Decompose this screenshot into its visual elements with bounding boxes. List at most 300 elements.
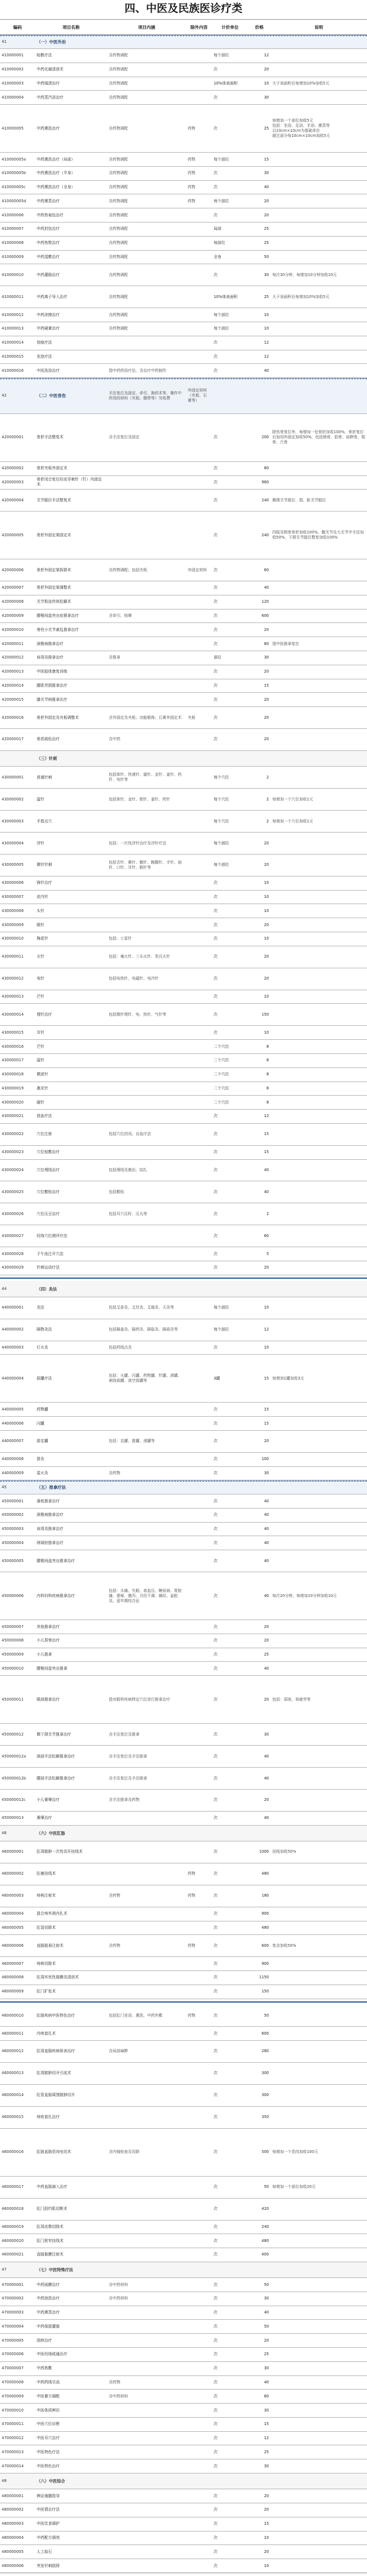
item-unit: 二个穴位 (214, 1085, 229, 1091)
section-row (0, 2473, 367, 2489)
table-row (0, 1812, 367, 1826)
item-connotation: 含药物 (109, 1943, 121, 1948)
column-header-note: 说明 (314, 24, 324, 30)
item-code: 460000014 (2, 2093, 24, 2098)
column-header-price: 价格 (255, 24, 264, 30)
item-code: 450000012a (2, 1754, 26, 1759)
item-code: 48 (2, 2479, 7, 2484)
item-code: 480000005 (2, 2549, 24, 2554)
table-row (0, 623, 367, 637)
item-exclusion: 药物 (188, 198, 196, 203)
item-unit: 次 (214, 368, 218, 373)
table-row (0, 1971, 367, 1985)
item-unit: 次 (214, 976, 218, 981)
item-price: 2 (266, 797, 269, 802)
table-row (0, 2545, 367, 2559)
item-unit: 次 (214, 1816, 218, 1821)
item-price: 30 (264, 655, 269, 660)
item-unit: 次 (214, 1593, 218, 1598)
item-connotation: 含药物调配 (109, 241, 128, 246)
table-row (0, 1417, 367, 1431)
table-row (0, 1146, 367, 1160)
item-price: 20 (264, 1697, 269, 1702)
item-unit: 次 (214, 2549, 218, 2554)
item-unit: 次 (214, 2393, 218, 2399)
item-exclusion: 药物 (188, 1893, 196, 1898)
item-code: 430000019 (2, 1085, 24, 1091)
item-code: 450000011 (2, 1697, 24, 1702)
item-unit: 次 (214, 2150, 218, 2155)
item-price: 10 (264, 994, 269, 999)
section-row (0, 1281, 367, 1297)
item-connotation: 包括药线点灸 (109, 1345, 132, 1350)
item-name: 眼针 (37, 922, 45, 927)
item-code: 470000001 (2, 2282, 24, 2287)
table-row (0, 2517, 367, 2531)
table-row (0, 1537, 367, 1551)
item-code: 460000004 (2, 1911, 24, 1916)
table-row (0, 208, 367, 223)
item-code: 450000006 (2, 1593, 24, 1598)
item-code: 460000021 (2, 2252, 24, 2257)
item-unit: 次 (214, 185, 218, 190)
item-exclusion: 药物 (188, 1871, 196, 1876)
item-price: 100 (262, 1457, 269, 1462)
item-unit: 每个穴位 (214, 797, 229, 802)
item-price: 50 (264, 2185, 269, 2190)
table-row (0, 1431, 367, 1453)
item-code: 450000003 (2, 1527, 24, 1532)
table-row (0, 2306, 367, 2320)
item-unit: 次 (214, 2282, 218, 2287)
item-note: 指中医推拿复位 (272, 641, 299, 646)
table-row (0, 1935, 367, 1957)
item-note: 每增加1罐加收3元 (272, 1376, 304, 1381)
table-row (0, 2489, 367, 2503)
item-name: 肛门扩张术 (37, 1989, 56, 1994)
item-unit: 次 (214, 880, 218, 886)
item-price: 15 (264, 683, 269, 688)
item-connotation: 包括耳穴压籽、压丸等 (109, 1211, 147, 1216)
table-row (0, 2234, 367, 2248)
item-code: 410000015 (2, 354, 24, 359)
section-row (0, 35, 367, 49)
item-unit: 每个部位 (214, 53, 229, 58)
item-unit: 次 (214, 2238, 218, 2243)
item-price: 15 (264, 1376, 269, 1381)
item-unit: 次 (214, 1776, 218, 1781)
item-unit: 每个部位 (214, 312, 229, 317)
item-unit: 3罐 (214, 1376, 220, 1381)
item-code: 480000004 (2, 2535, 24, 2541)
item-code: 450000001 (2, 1498, 24, 1503)
table-row (0, 1724, 367, 1746)
column-header-connotation: 项目内涵 (138, 24, 156, 30)
column-header-code: 编码 (13, 24, 22, 30)
item-code: 440000007 (2, 1439, 24, 1444)
item-price: 20 (264, 67, 269, 72)
item-name: 微针针刺 (37, 862, 52, 867)
item-unit: 次 (214, 272, 218, 277)
item-price: 300 (262, 2093, 269, 2098)
item-code: 430000027 (2, 1233, 24, 1238)
table-row (0, 251, 367, 265)
item-unit: 次 (214, 1911, 218, 1916)
item-connotation: 含牵引、按摩 (109, 613, 132, 619)
item-code: 410000009 (2, 254, 24, 259)
item-code: 410000014 (2, 340, 24, 345)
item-price: 40 (264, 1527, 269, 1532)
item-code: 430000004 (2, 840, 24, 846)
item-code: 470000007 (2, 2366, 24, 2371)
table-row (0, 2063, 367, 2085)
item-name: 中药塌渍治疗 (37, 81, 60, 86)
table-row (0, 322, 367, 336)
item-name: 肛门狭窄挂线术 (37, 2238, 64, 2243)
item-unit: 次 (214, 1558, 218, 1563)
item-price: 40 (264, 368, 269, 373)
item-code: 430000010 (2, 936, 24, 941)
item-name: 中医特色治疗 (37, 2463, 60, 2468)
table-row (0, 2362, 367, 2376)
item-code: 430000026 (2, 1211, 24, 1216)
item-name: 骨折外固定架拆除术 (37, 567, 72, 572)
item-connotation: 含药物调配 (109, 185, 128, 190)
table-row (0, 2177, 367, 2199)
item-code: 470000013 (2, 2449, 24, 2454)
item-code: 420000008 (2, 599, 24, 604)
item-code: 450000010 (2, 1666, 24, 1671)
item-price: 8 (266, 1044, 269, 1049)
table-row (0, 476, 367, 490)
table-row (0, 1247, 367, 1261)
item-name: 温针 (37, 797, 45, 802)
item-code: 410000004 (2, 95, 24, 100)
item-connotation: 含局部麻醉 (109, 2049, 128, 2054)
item-price: 600 (262, 2031, 269, 2036)
item-unit: 次 (214, 2115, 218, 2120)
item-unit: 每部位 (214, 241, 225, 246)
item-unit: 次 (214, 2093, 218, 2098)
item-unit: 次 (214, 67, 218, 72)
item-unit: 次 (214, 715, 218, 720)
table-row (0, 968, 367, 990)
item-code: 480000003 (2, 2521, 24, 2526)
item-price: 10 (264, 895, 269, 900)
item-connotation: 含药物调配 (109, 157, 128, 162)
table-row (0, 2559, 367, 2573)
item-name: 子午流注开穴法 (37, 1251, 64, 1256)
item-name: 脊柱小关节紊乱推拿治疗 (37, 627, 79, 632)
item-unit: 次 (214, 1498, 218, 1503)
item-price: 10 (264, 908, 269, 913)
item-connotation: 含药物调配 (109, 126, 128, 131)
table-row (0, 1160, 367, 1182)
column-header-unit: 计价单位 (221, 24, 239, 30)
item-price: 30 (264, 2408, 269, 2413)
item-connotation: 含药物调配 (109, 53, 128, 58)
section-row (0, 751, 367, 767)
table-row (0, 1004, 367, 1026)
item-price: 10 (264, 1030, 269, 1035)
item-name: 梅花针 (37, 936, 48, 941)
item-code: 470000004 (2, 2324, 24, 2329)
item-code: 460000003 (2, 1893, 24, 1898)
item-name: 腰椎间盘突出推拿 (37, 1666, 68, 1671)
item-name: 腰椎间盘突出推拿治疗 (37, 1558, 75, 1563)
table-row (0, 2404, 367, 2418)
table-row (0, 2503, 367, 2517)
table-row (0, 264, 367, 286)
item-name: 中医洗浴治疗 (37, 368, 60, 373)
item-connotation: 包括：走罐、推罐、滑罐等 (109, 1439, 155, 1444)
item-price: 10 (264, 312, 269, 317)
item-unit: 次 (214, 585, 218, 590)
item-unit: 二个穴位 (214, 1100, 229, 1105)
item-name: 药物罐 (37, 1407, 48, 1412)
item-unit: 每个部位 (214, 1305, 229, 1310)
item-name: 放血疗法 (37, 1114, 52, 1119)
item-note: 颞颌关节脱位、指、趾关节脱位 (272, 497, 326, 502)
item-unit: 二个穴位 (214, 1072, 229, 1077)
item-unit: 每个部位 (214, 326, 229, 331)
item-unit: 次 (214, 2493, 218, 2498)
table-row (0, 2334, 367, 2348)
table-row (0, 223, 367, 237)
item-connotation: 包括：七星针 (109, 936, 132, 941)
item-code: 420000013 (2, 669, 24, 674)
item-code: 470000009 (2, 2393, 24, 2399)
table-row (0, 595, 367, 609)
item-name: 混合痔外剥内扎术 (37, 1911, 68, 1916)
item-code: 460000017 (2, 2185, 24, 2190)
item-code: 430000023 (2, 1150, 24, 1155)
section-title: （六）中医肛肠 (37, 1830, 65, 1836)
item-code: 420000001 (2, 435, 24, 440)
item-unit: 次 (214, 1638, 218, 1643)
table-row (0, 1040, 367, 1054)
item-unit: 次 (214, 1251, 218, 1256)
item-unit: 次 (214, 435, 218, 440)
table-row (0, 1509, 367, 1523)
table-row (0, 665, 367, 679)
item-connotation: 含药物调配 (109, 254, 128, 259)
item-name: 中药面膜治疗 (37, 2282, 60, 2287)
item-name: 中药保留灌肠 (37, 2324, 60, 2329)
item-name: 浮针 (37, 840, 45, 846)
item-price: 30 (264, 272, 269, 277)
item-price: 25 (264, 2352, 269, 2357)
item-code: 470000002 (2, 2296, 24, 2301)
item-unit: 次 (214, 1345, 218, 1350)
item-code: 460000011 (2, 2031, 24, 2036)
item-code: 430000002 (2, 797, 24, 802)
item-unit: 次 (214, 497, 218, 502)
item-price: 20 (264, 737, 269, 742)
item-unit: 次 (214, 1540, 218, 1545)
item-name: 皮内针 (37, 895, 48, 900)
item-note: 每增加一个部位加收20元 (272, 2185, 316, 2190)
item-price: 200 (262, 435, 269, 440)
item-code: 430000014 (2, 1012, 24, 1017)
item-unit: 次 (214, 1943, 218, 1948)
item-price: 8 (266, 1058, 269, 1063)
table-row (0, 336, 367, 350)
table-row (0, 2027, 367, 2041)
item-price: 15 (264, 2422, 269, 2427)
item-code: 460000020 (2, 2238, 24, 2243)
item-unit: 全身 (214, 254, 222, 259)
item-name: 痔疮套扎治疗 (37, 2115, 60, 2120)
item-unit: 次 (214, 126, 218, 131)
item-connotation: 包括体针、快速针、磁针、金针、姜针、药针、电针等 (109, 772, 182, 782)
item-price: 1150 (259, 1975, 269, 1980)
item-unit: 次 (214, 1030, 218, 1035)
item-code: 460000013 (2, 2071, 24, 2076)
item-unit: 次 (214, 1961, 218, 1966)
item-code: 450000007 (2, 1624, 24, 1629)
item-price: 20 (264, 212, 269, 217)
item-name: 肛瘘挂线术 (37, 1871, 56, 1876)
item-price: 60 (264, 1233, 269, 1238)
item-code: 410000008 (2, 241, 24, 246)
table-row (0, 651, 367, 665)
item-unit: 次 (214, 641, 218, 646)
table-row (0, 511, 367, 559)
table-row (0, 2348, 367, 2362)
item-connotation: 含中药材料 (109, 2393, 128, 2399)
item-name: 颈椎病推拿治疗 (37, 1512, 64, 1518)
item-unit: 次 (214, 1211, 218, 1216)
item-connotation: 含手法复位及固定 (109, 435, 140, 440)
table-row (0, 1297, 367, 1319)
item-name: 隔物灸法 (37, 1327, 52, 1332)
item-unit: 次 (214, 1233, 218, 1238)
item-unit: 次 (214, 1925, 218, 1930)
item-code: 44 (2, 1286, 7, 1291)
item-price: 8 (266, 1085, 269, 1091)
item-unit: 次 (214, 1457, 218, 1462)
item-name: 痔核注射术 (37, 1893, 56, 1898)
item-code: 440000009 (2, 1470, 24, 1475)
item-name: 关节粘连传统松解术 (37, 599, 72, 604)
item-unit: 次 (214, 697, 218, 702)
item-connotation: 含药物调配 (109, 198, 128, 203)
item-price: 40 (264, 1666, 269, 1671)
item-price: 480 (262, 1925, 269, 1930)
item-name: 芒针 (37, 994, 45, 999)
item-name: 中药药线引流 (37, 2379, 60, 2384)
item-price: 25 (264, 294, 269, 299)
item-code: 460000005 (2, 1925, 24, 1930)
item-code: 430000001 (2, 775, 24, 780)
item-unit: 次 (214, 2324, 218, 2329)
item-name: 肛周脓肿一次性切开挂线术 (37, 1849, 83, 1854)
item-unit: 次 (214, 1012, 218, 1017)
item-unit: 次 (214, 2507, 218, 2512)
table-row (0, 2005, 367, 2027)
item-name: 腰部手法松解推拿治疗 (37, 1776, 75, 1781)
table-row (0, 609, 367, 624)
item-unit: 次 (214, 627, 218, 632)
item-code: 430000016 (2, 1044, 24, 1049)
item-code: 440000004 (2, 1376, 24, 1381)
item-code: 42 (2, 393, 7, 398)
table-row (0, 2085, 367, 2107)
item-note: 四肢及锁骨骨折加收100%，髋关节及大关节中手法加收50%，下颌关节脱位整复加收100% (272, 530, 364, 540)
item-name: 中药热敷 (37, 2366, 52, 2371)
item-connotation: 包括舌针、鼻针、腹针、腕踝针、手针、面针、口针、耳针、眼针等 (109, 860, 182, 870)
item-connotation: 含手法复位及推拿 (109, 1732, 140, 1737)
table-row (0, 77, 367, 91)
item-note: 除伤骨复位外，每增加一处骨折加收100%，骨折复位后加用外固定加收50%，包括锁骨、肋骨、肩胛骨、桡骨、尺骨 (272, 430, 365, 445)
table-row (0, 1634, 367, 1648)
item-code: 470000005 (2, 2338, 24, 2343)
item-name: 骨折手法整复术 (37, 435, 64, 440)
item-code: 47 (2, 2267, 7, 2272)
item-price: 40 (264, 1593, 269, 1598)
item-name: 中药灌肠治疗 (37, 272, 60, 277)
item-unit: 次 (214, 1893, 218, 1898)
item-name: 中药熏蒸治疗 (37, 2310, 60, 2315)
item-price: 150 (262, 1012, 269, 1017)
item-exclusion: 药物 (188, 1943, 196, 1948)
item-price: 240 (262, 2224, 269, 2229)
item-name: 头针 (37, 908, 45, 913)
item-price: 240 (262, 532, 269, 537)
item-code: 410000005d (2, 198, 26, 203)
item-name: 骨折夹板外固定术 (37, 466, 68, 471)
table-row (0, 789, 367, 811)
item-code: 440000005 (2, 1407, 24, 1412)
table-row (0, 1841, 367, 1863)
item-name: 网球肘推拿治疗 (37, 1540, 64, 1545)
item-price: 50 (264, 254, 269, 259)
item-name: 小儿膏摩治疗 (37, 1798, 60, 1803)
item-name: 埋针治疗 (37, 1012, 52, 1017)
item-price: 40 (264, 1558, 269, 1563)
item-connotation: 含药物 (109, 1893, 121, 1898)
item-unit: 二个穴位 (214, 1044, 229, 1049)
table-row (0, 49, 367, 63)
item-connotation: 包括敷贴 (109, 1189, 125, 1194)
item-price: 80 (264, 641, 269, 646)
item-code: 480000002 (2, 2507, 24, 2512)
table-row (0, 1261, 367, 1275)
item-unit: 次 (214, 1114, 218, 1119)
item-note: 每增加一个穴位加收1元 (272, 818, 313, 824)
table-row (0, 1124, 367, 1146)
item-price: 420 (262, 2206, 269, 2212)
item-name: 游走罐 (37, 1439, 48, 1444)
item-code: 410000010 (2, 272, 24, 277)
item-name: 直肠黏膜注射术 (37, 2252, 64, 2257)
item-connotation: 包括：火罐、闪罐、药物罐、针罐、滑罐、刺络拔罐、真空拔罐等 (109, 1373, 182, 1383)
item-name: 针刺运动疗法 (37, 1265, 60, 1270)
item-code: 410000001 (2, 53, 24, 58)
item-unit: 次 (214, 2310, 218, 2315)
item-unit: 次 (214, 567, 218, 572)
item-price: 10 (264, 81, 269, 86)
item-price: 350 (262, 2115, 269, 2120)
item-code: 420000004 (2, 497, 24, 502)
item-name: 中药蒸汽浴治疗 (37, 95, 64, 100)
section-divider (0, 2001, 367, 2003)
item-price: 600 (262, 613, 269, 619)
item-unit: 每个部位 (214, 862, 229, 867)
item-name: 灸法 (37, 1305, 45, 1310)
item-name: 其他推拿治疗 (37, 1624, 60, 1629)
